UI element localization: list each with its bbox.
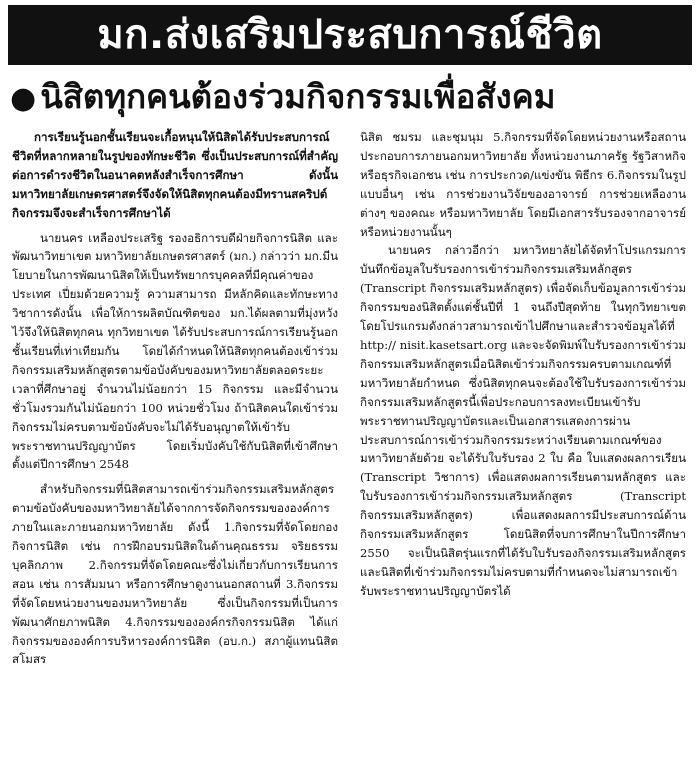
body-paragraph-continued: นิสิต ชมรม และชุมนุม 5.กิจกรรมที่จัดโดยหน่วยงานหรือสถานประกอบการภายนอกมหาวิทยาลัย ทั้งหน่วยงานภาครัฐ รัฐวิสาหกิจ หรือธุรกิจเอกชน เช่น การประกวด/แข่งขัน พิธีกร 6.กิจกรรมในรูปแบบอื่นๆ เช่น การช่วยงานวิจัยของอาจารย์ การช่วยเหลืองานต่างๆ ของคณะ หรือมหาวิทยาลัย โดยมีเอกสารรับรองจากอาจารย์หรือหน่วยงานนั้นๆ <box>360 130 686 239</box>
bullet-icon: ● <box>10 81 37 116</box>
subheadline-text: นิสิตทุกคนต้องร่วมกิจกรรมเพื่อสังคม <box>40 77 556 116</box>
body-paragraph: สำหรับกิจกรรมที่นิสิตสามารถเข้าร่วมกิจกรรมเสริมหลักสูตรตามข้อบังคับของมหาวิทยาลัยได้จากการจัดกิจกรรมขององค์การภายในและภายนอกมหาวิทยาลัย ดังนี้ 1.กิจกรรมที่จัดโดยกองกิจการนิสิต เช่น การฝึกอบรมนิสิตในด้านคุณธรรม จริยธรรม บุคลิกภาพ 2.กิจกรรมที่จัดโดยคณะซึ่งไม่เกี่ยวกับการเรียนการสอน เช่น การสัมมนา หรือการศึกษาดูงานนอกสถานที่ 3.กิจกรรมที่จัดโดยหน่วยงานของมหาวิทยาลัย ซึ่งเป็นกิจกรรมที่เป็นการพัฒนาศักยภาพนิสิต 4.กิจกรรมขององค์กรกิจกรรมนิสิต ได้แก่ กิจกรรมขององค์การบริหารองค์การนิสิต (อบ.ก.) สภาผู้แทนนิสิต สโมสร <box>12 482 338 667</box>
right-column <box>360 128 686 601</box>
left-column <box>12 128 338 669</box>
lead-paragraph: การเรียนรู้นอกชั้นเรียนจะเกื้อหนุนให้นิสิตได้รับประสบการณ์ชีวิตที่หลากหลายในรูปของทักษะชีวิต ซึ่งเป็นประสบการณ์ที่สำคัญต่อการดำรงชีวิตในอนาคตหลังสำเร็จการศึกษา ดังนั้นมหาวิทยาลัยเกษตรศาสตร์จึงจัดให้นิสิตทุกคนต้องมีทรานสคริปต์กิจกรรมจึงจะสำเร็จการศึกษาได้ <box>12 130 338 220</box>
body-paragraph: นายนคร เหลืองประเสริฐ รองอธิการบดีฝ่ายกิจการนิสิต และพัฒนาวิทยาเขต มหาวิทยาลัยเกษตรศาสตร์ (มก.) กล่าวว่า มก.มีนโยบายในการพัฒนานิสิตให้เป็นทรัพยากรบุคคลที่มีคุณค่าของประเทศ เปี่ยมด้วยความรู้ ความสามารถ มีหลักคิดและทักษะทางวิชาการดังนั้น เพื่อให้การผลิตบัณฑิตของ มก.ได้ผลตามที่มุ่งหวังไว้จึงให้นิสิตทุกคน ทุกวิทยาเขต ได้รับประสบการณ์การเรียนรู้นอกชั้นเรียนที่เท่าเทียมกัน โดยได้กำหนดให้นิสิตทุกคนต้องเข้าร่วมกิจกรรมเสริมหลักสูตรตามข้อบังคับของมหาวิทยาลัยตลอดระยะเวลาที่ศึกษาอยู่ จำนวนไม่น้อยกว่า 15 กิจกรรม และมีจำนวนชั่วโมงรวมกันไม่น้อยกว่า 100 หน่วยชั่วโมง ถ้านิสิตคนใดเข้าร่วมกิจกรรมไม่ครบตามข้อบังคับจะไม่ได้รับอนุญาตให้เข้ารับพระราชทานปริญญาบัตร โดยเริ่มบังคับใช้กับนิสิตที่เข้าศึกษาตั้งแต่ปีการศึกษา 2548 <box>12 230 338 472</box>
subheadline <box>10 72 690 122</box>
body-paragraph: นายนคร กล่าวอีกว่า มหาวิทยาลัยได้จัดทำโปรแกรมการบันทึกข้อมูลใบรับรองการเข้าร่วมกิจกรรมเสริมหลักสูตร (Transcript กิจกรรมเสริมหลักสูตร) เพื่อจัดเก็บข้อมูลการเข้าร่วมกิจกรรมของนิสิตตั้งแต่ชั้นปีที่ 1 จนถึงปีสุดท้าย ในทุกวิทยาเขต โดยโปรแกรมดังกล่าวสามารถเข้าไปศึกษาและสำรวจข้อมูลได้ที่ http:// nisit.kasetsart.org และจะจัดพิมพ์ใบรับรองการเข้าร่วมกิจกรรมเสริมหลักสูตรเมื่อนิสิตเข้าร่วมกิจกรรมครบตามเกณฑ์ที่มหาวิทยาลัยกำหนด ซึ่งนิสิตทุกคนจะต้องใช้ใบรับรองการเข้าร่วมกิจกรรมเสริมหลักสูตรนี้เพื่อประกอบการลงทะเบียนเข้ารับพระราชทานปริญญาบัตรและเป็นเอกสารแสดงการผ่านประสบการณ์การเข้าร่วมกิจกรรมระหว่างเรียนตามเกณฑ์ของมหาวิทยาลัยด้วย จะได้รับใบรับรอง 2 ใบ คือ ใบแสดงผลการเรียน (Transcript วิชาการ) เพื่อแสดงผลการเรียนตามหลักสูตร และใบรับรองการเข้าร่วมกิจกรรมเสริมหลักสูตร (Transcript กิจกรรมเสริมหลักสูตร) เพื่อแสดงผลการมีประสบการณ์ด้านกิจกรรมเสริมหลักสูตร โดยนิสิตที่จบการศึกษาในปีการศึกษา 2550 จะเป็นนิสิตรุ่นแรกที่ได้รับใบรับรองกิจกรรมเสริมหลักสูตร และนิสิตที่เข้าร่วมกิจกรรมไม่ครบตามที่กำหนดจะไม่สามารถเข้ารับพระราชทานปริญญาบัตรได้ <box>360 243 686 598</box>
headline: มก.ส่งเสริมประสบการณ์ชีวิต <box>8 5 692 65</box>
